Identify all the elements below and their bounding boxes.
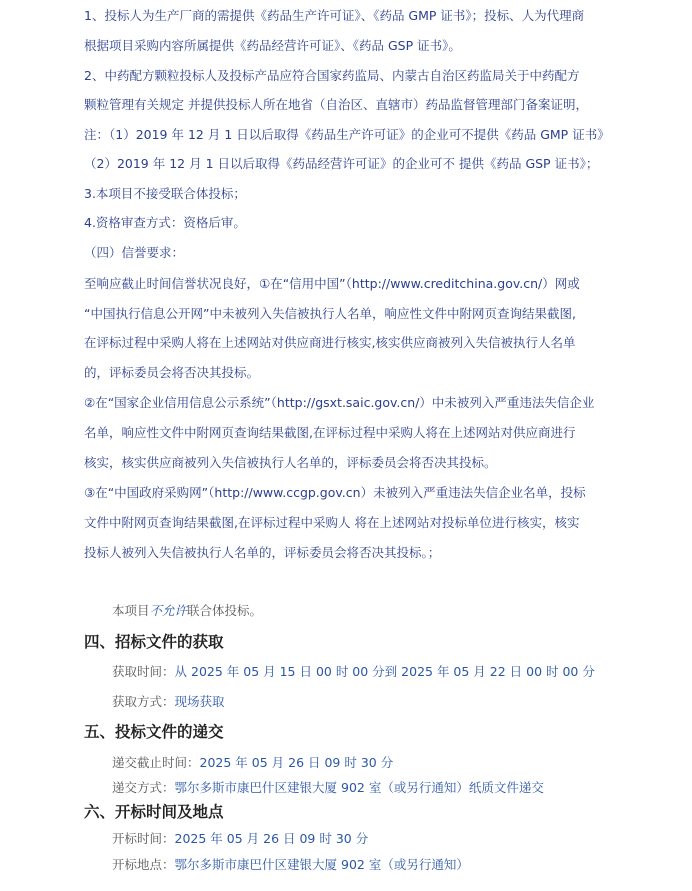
consortium-prefix: 本项目: [112, 603, 150, 618]
consortium-suffix: 联合体投标。: [187, 603, 263, 618]
credit-line: 至响应截止时间信誉状况良好，①在“信用中国”（http://www.creditchina.gov.cn/）网或: [84, 276, 580, 291]
opening-place-label: 开标地点：: [112, 857, 175, 872]
consortium-emphasis: 不允许: [149, 603, 188, 618]
qualification-line: 注：（1）2019 年 12 月 1 日以后取得《药品生产许可证》的企业可不提供《药品 GMP 证书》: [84, 127, 610, 142]
opening-time-value: 2025 年 05 月 26 日 09 时 30 分: [174, 831, 369, 846]
submit-method-value: 鄂尔多斯市康巴什区建银大厦 902 室（或另行通知）纸质文件递交: [174, 780, 544, 795]
credit-line: 的，评标委员会将否决其投标。: [84, 365, 260, 380]
section-5-title: 五、投标文件的递交: [84, 723, 224, 741]
credit-line: ③在“中国政府采购网”（http://www.ccgp.gov.cn）未被列入严重违法失信企业名单，投标: [84, 485, 586, 500]
qualification-line: 颗粒管理有关规定 并提供投标人所在地省（自治区、直辖市）药品监督管理部门备案证明，: [84, 97, 588, 112]
acquire-time-row: [112, 664, 595, 680]
qualification-line: 4.资格审查方式：资格后审。: [84, 215, 246, 230]
acquire-time-value: 从 2025 年 05 月 15 日 00 时 00 分到 2025 年 05 月 22 日 00 时 00 分: [174, 664, 595, 679]
acquire-method-value: 现场获取: [174, 694, 225, 709]
credit-line: 文件中附网页查询结果截图,在评标过程中采购人 将在上述网站对投标单位进行核实，核实: [84, 515, 580, 530]
credit-line: 核实，核实供应商被列入失信被执行人名单的，评标委员会将否决其投标。: [84, 455, 497, 470]
submit-deadline-label: 递交截止时间：: [112, 755, 200, 770]
opening-time-row: [112, 831, 368, 847]
credit-line: 名单，响应性文件中附网页查询结果截图,在评标过程中采购人将在上述网站对供应商进行: [84, 425, 576, 440]
credit-line: ②在“国家企业信用信息公示系统”（http://gsxt.saic.gov.cn/）中未被列入严重违法失信企业: [84, 395, 595, 410]
consortium-note: [112, 603, 262, 619]
credit-line: 在评标过程中采购人将在上述网站对供应商进行核实,核实供应商被列入失信被执行人名单: [84, 335, 576, 350]
acquire-time-label: 获取时间：: [112, 664, 175, 679]
submit-method-label: 递交方式：: [112, 780, 175, 795]
qualification-line: 3.本项目不接受联合体投标；: [84, 186, 246, 201]
opening-time-label: 开标时间：: [112, 831, 175, 846]
credit-line: “中国执行信息公开网”中未被列入失信被执行人名单，响应性文件中附网页查询结果截图,: [84, 306, 576, 321]
acquire-method-row: [112, 694, 225, 710]
qualification-line: 根据项目采购内容所属提供《药品经营许可证》、《药品 GSP 证书》。: [84, 38, 461, 53]
qualification-line: 1、投标人为生产厂商的需提供《药品生产许可证》、《药品 GMP 证书》；投标、人为代理商: [84, 8, 585, 23]
credit-heading: （四）信誉要求：: [84, 245, 185, 260]
acquire-method-label: 获取方式：: [112, 694, 175, 709]
section-4-title: 四、招标文件的获取: [84, 633, 224, 651]
credit-line: 投标人被列入失信被执行人名单的，评标委员会将否决其投标。；: [84, 545, 441, 560]
qualification-line: （2）2019 年 12 月 1 日以后取得《药品经营许可证》的企业可不 提供《药品 GSP 证书》；: [84, 156, 599, 171]
opening-place-row: [112, 857, 469, 873]
submit-method-row: [112, 780, 544, 796]
submit-deadline-row: [112, 755, 393, 771]
submit-deadline-value: 2025 年 05 月 26 日 09 时 30 分: [199, 755, 394, 770]
section-6-title: 六、开标时间及地点: [84, 803, 224, 821]
opening-place-value: 鄂尔多斯市康巴什区建银大厦 902 室（或另行通知）: [174, 857, 469, 872]
qualification-line: 2、中药配方颗粒投标人及投标产品应符合国家药监局、内蒙古自治区药监局关于中药配方: [84, 68, 580, 83]
